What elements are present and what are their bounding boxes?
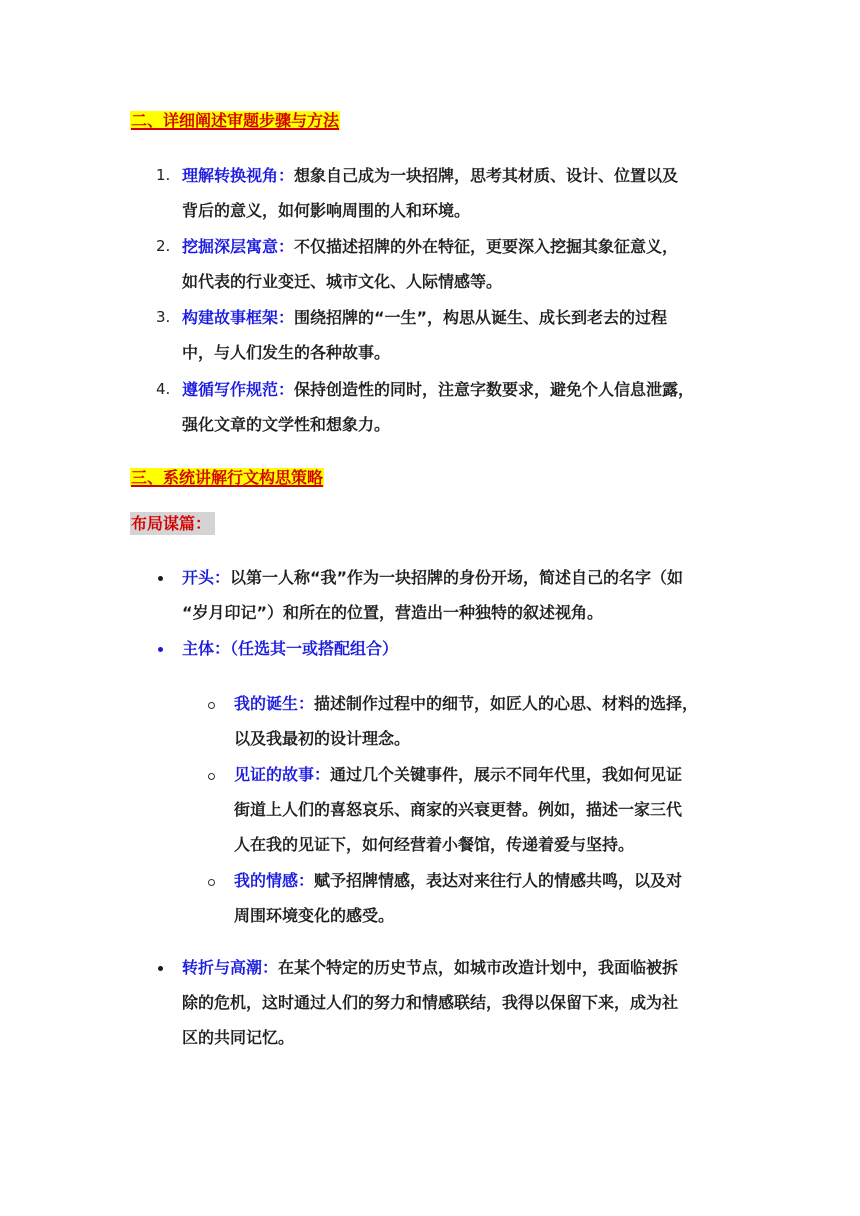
- bullet-dot: [158, 576, 163, 581]
- sub-item-stories-text: 通过几个关键事件，展示不同年代里，我如何见证: [330, 765, 683, 784]
- subsection-title-text: 布局谋篇：: [130, 512, 215, 535]
- list-item-4-text-cont: 强化文章的文学性和想象力。: [182, 415, 391, 434]
- bullet-dot: [158, 647, 163, 652]
- sub-item-birth-text-cont: 以及我最初的设计理念。: [234, 729, 411, 748]
- climax-label: 转折与高潮：: [182, 958, 279, 977]
- section-title-3-text: 三、系统讲解行文构思策略: [131, 468, 324, 487]
- list-item-1: [182, 158, 742, 228]
- list-item-2-label: 挖掘深层寓意：: [182, 237, 295, 256]
- list-item-3-label: 构建故事框架：: [182, 308, 295, 327]
- list-number-2: 2.: [156, 237, 171, 255]
- list-item-3-text-cont: 中，与人们发生的各种故事。: [182, 343, 391, 362]
- list-item-4: [182, 372, 742, 442]
- bullet-dot: [158, 966, 163, 971]
- body-label: 主体：（任选其一或搭配组合）: [182, 639, 399, 658]
- sub-item-stories-text-cont2: 人在我的见证下，如何经营着小餐馆，传递着爱与坚持。: [234, 835, 635, 854]
- sub-item-birth-label: 我的诞生：: [234, 694, 315, 713]
- subsection-title: [130, 513, 215, 535]
- opening-text: 以第一人称“我”作为一块招牌的身份开场，简述自己的名字（如: [230, 568, 684, 587]
- list-number-4: 4.: [156, 380, 171, 398]
- sub-item-stories-text-cont: 街道上人们的喜怒哀乐、商家的兴衰更替。例如，描述一家三代: [234, 800, 683, 819]
- opening-text-cont: “岁月印记”）和所在的位置，营造出一种独特的叙述视角。: [182, 603, 604, 622]
- opening-label: 开头：: [182, 568, 231, 587]
- sub-bullet-circle: [208, 702, 215, 709]
- sub-item-birth-text: 描述制作过程中的细节，如匠人的心思、材料的选择，: [314, 694, 699, 713]
- climax-text-cont2: 区的共同记忆。: [182, 1028, 295, 1047]
- list-item-4-text: 保持创造性的同时，注意字数要求，避免个人信息泄露，: [294, 380, 695, 399]
- list-item-1-label: 理解转换视角：: [182, 166, 295, 185]
- sub-item-emotion: [234, 863, 744, 933]
- bullet-item-climax: [182, 950, 742, 1055]
- list-item-3: [182, 300, 742, 370]
- sub-item-emotion-text-cont: 周围环境变化的感受。: [234, 906, 395, 925]
- climax-text: 在某个特定的历史节点，如城市改造计划中，我面临被拆: [278, 958, 679, 977]
- list-item-1-text: 想象自己成为一块招牌，思考其材质、设计、位置以及: [294, 166, 679, 185]
- section-title-2: [130, 110, 340, 132]
- section-title-2-text: 二、详细阐述审题步骤与方法: [131, 111, 340, 130]
- list-item-4-label: 遵循写作规范：: [182, 380, 295, 399]
- list-item-1-text-cont: 背后的意义，如何影响周围的人和环境。: [182, 201, 471, 220]
- list-number-1: 1.: [156, 166, 171, 184]
- sub-item-stories-label: 见证的故事：: [234, 765, 331, 784]
- list-item-2-text: 不仅描述招牌的外在特征，更要深入挖掘其象征意义，: [294, 237, 679, 256]
- sub-bullet-circle: [208, 773, 215, 780]
- bullet-item-body: [182, 631, 742, 666]
- list-item-2: [182, 229, 742, 299]
- sub-item-birth: [234, 686, 744, 756]
- list-item-2-text-cont: 如代表的行业变迁、城市文化、人际情感等。: [182, 272, 503, 291]
- bullet-item-opening: [182, 560, 742, 630]
- list-number-3: 3.: [156, 308, 171, 326]
- sub-item-emotion-label: 我的情感：: [234, 871, 315, 890]
- section-title-3: [130, 467, 324, 489]
- climax-text-cont: 除的危机，这时通过人们的努力和情感联结，我得以保留下来，成为社: [182, 993, 679, 1012]
- list-item-3-text: 围绕招牌的“一生”，构思从诞生、成长到老去的过程: [294, 308, 668, 327]
- sub-item-stories: [234, 757, 744, 862]
- sub-bullet-circle: [208, 879, 215, 886]
- sub-item-emotion-text: 赋予招牌情感，表达对来往行人的情感共鸣，以及对: [314, 871, 683, 890]
